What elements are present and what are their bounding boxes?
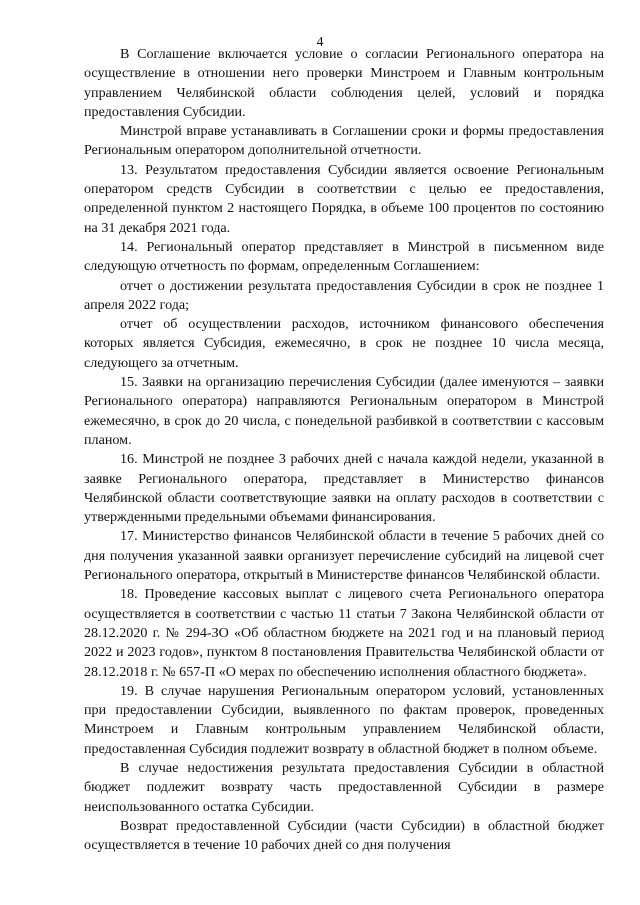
paragraph-item-15: 15. Заявки на организацию перечисления Субсидии (далее именуются – заявки Регионального оператора) направляются Региональным оператором в Минстрой ежемесячно, в срок до 20 числа, с понедельной разбивкой в соответствии с кассовым планом. <box>84 374 604 448</box>
paragraph: отчет о достижении результата предоставления Субсидии в срок не позднее 1 апреля 2022 года; <box>84 277 604 313</box>
paragraph: отчет об осуществлении расходов, источником финансового обеспечения которых является Субсидия, ежемесячно, в срок не позднее 10 числа месяца, следующего за отчетным. <box>84 316 604 371</box>
paragraph: В Соглашение включается условие о согласии Регионального оператора на осуществление в отношении него проверки Минстроем и Главным контрольным управлением Челябинской области соблюдения целей, условий и порядка предоставления Субсидии. <box>84 46 604 120</box>
page-number: 4 <box>316 35 324 50</box>
paragraph-item-14: 14. Региональный оператор представляет в Минстрой в письменном виде следующую отчетность по формам, определенным Соглашением: <box>84 238 604 275</box>
paragraph: Минстрой вправе устанавливать в Соглашении сроки и формы предоставления Региональным оператором дополнительной отчетности. <box>84 123 604 159</box>
paragraph-item-19: 19. В случае нарушения Региональным оператором условий, установленных при предоставлении Субсидии, выявленного по фактам проверок, проведенных Минстроем и Главным контрольным управлением Челябинской области, предоставленная Субсидия подлежит возврату в областной бюджет в полном объеме. <box>84 682 604 757</box>
paragraph-item-13: 13. Результатом предоставления Субсидии является освоение Региональным оператором средств Субсидии в соответствии с целью ее предоставления, определенной пунктом 2 настоящего Порядка, в объеме 100 процентов по состоянию на 31 декабря 2021 года. <box>84 161 604 236</box>
paragraph-item-17: 17. Министерство финансов Челябинской области в течение 5 рабочих дней со дня получения указанной заявки организует перечисление субсидий на лицевой счет Регионального оператора, открытый в Министерстве финансов Челябинской области. <box>84 528 604 584</box>
paragraph: В случае недостижения результата предоставления Субсидии в областной бюджет подлежит возврату часть предоставленной Субсидии в размере неиспользованного остатка Субсидии. <box>84 759 604 815</box>
paragraph-item-18: 18. Проведение кассовых выплат с лицевого счета Регионального оператора осуществляется в соответствии с частью 11 статьи 7 Закона Челябинской области от 28.12.2020 г. № 294-ЗО «Об областном бюджете на 2021 год и на плановый период 2022 и 2023 годов», пунктом 8 постановления Правительства Челябинской области от 28.12.2018 г. № 657-П «О мерах по обеспечению исполнения областного бюджета». <box>84 586 604 680</box>
paragraph-item-16: 16. Минстрой не позднее 3 рабочих дней с начала каждой недели, указанной в заявке Регионального оператора, представляет в Министерство финансов Челябинской области соответствующие заявки на оплату расходов в соответствии с утвержденными предельными объемами финансирования. <box>84 451 604 526</box>
body-text <box>84 45 604 855</box>
paragraph: Возврат предоставленной Субсидии (части Субсидии) в областной бюджет осуществляется в течение 10 рабочих дней со дня получения <box>84 817 604 854</box>
